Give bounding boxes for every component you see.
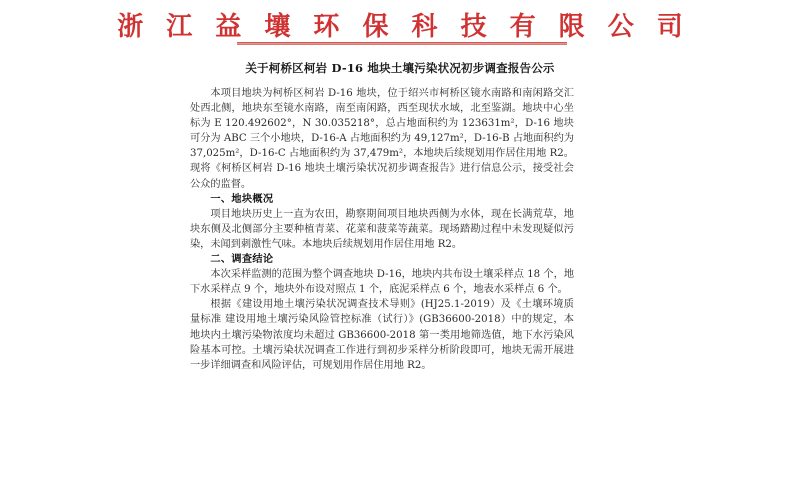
site-overview-paragraph: 项目地块历史上一直为农田，勘察期间项目地块西侧为水体，现在长满荒草，地块东侧及北侧部分主要种植青菜、花菜和菠菜等蔬菜。现场踏勘过程中未发现疑似污染，未闻到刺激性气味。本地块后续规划用作居住用地 R2。 [190,208,574,250]
intro-paragraph: 本项目地块为柯桥区柯岩 D-16 地块，位于绍兴市柯桥区镜水南路和南闲路交汇处西北侧，地块东至镜水南路，南至南闲路，西至现状水域，北至鉴湖。地块中心坐标为 E 120.492602°，N 30.035218°，总占地面积约为 123631m²，D-16 地块可分为 ABC 三个小地块，D-16-A 占地面积约为 49,127m²，D-16-B 占地面积约为 37,025m²，D-16-C 占地面积约为 37,479m²，本地块后续规划用作居住用地 R2。现将《柯桥区柯岩 D-16 地块土壤污染状况初步调查报告》进行信息公示，接受社会公众的监督。 [190,88,574,190]
letterhead-divider [237,42,567,45]
letterhead [0,12,800,42]
document-body [190,86,574,373]
section-heading-site-overview: 一、地块概况 [210,192,274,205]
standards-conclusion-paragraph: 根据《建设用地土壤污染状况调查技术导则》(HJ25.1-2019）及《土壤环境质量标准 建设用地土壤污染风险管控标准（试行）》(GB36600-2018）中的规定，本地块内土壤污染物浓度均未超过 GB36600-2018 第一类用地筛选值，地下水污染风险基本可控。土壤污染状况调查工作进行到初步采样分析阶段即可，地块无需开展进一步详细调查和风险评估，可规划用作居住用地 R2。 [190,299,574,371]
section-heading-investigation-conclusion: 二、调查结论 [210,253,274,266]
company-name: 浙 江 益 壤 环 保 科 技 有 限 公 司 [117,12,690,42]
page-title: 关于柯桥区柯岩 D-16 地块土壤污染状况初步调查报告公示 [245,61,555,75]
sampling-scope-paragraph: 本次采样监测的范围为整个调查地块 D-16，地块内共布设土壤采样点 18 个，地下水采样点 9 个，地块外布设对照点 1 个，底泥采样点 6 个，地表水采样点 6 个。 [190,269,574,296]
